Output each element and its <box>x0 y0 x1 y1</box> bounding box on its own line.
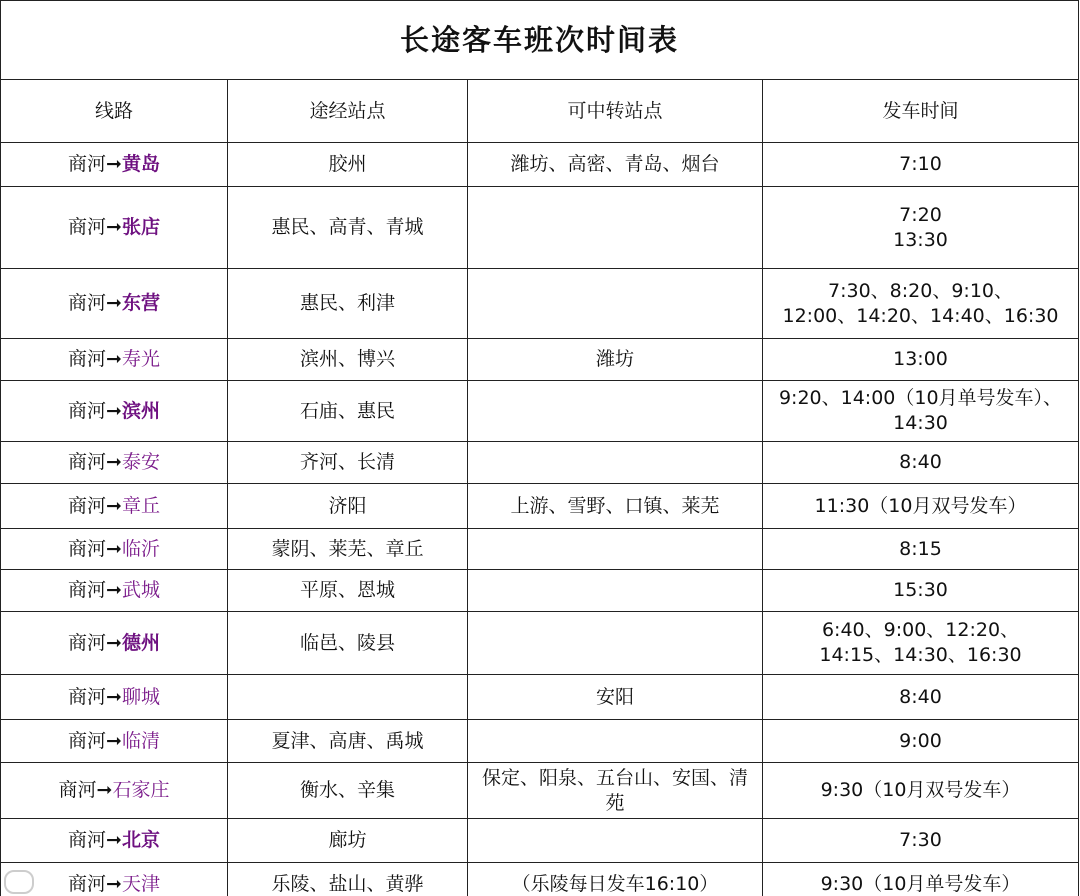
route-arrow-icon: ➞ <box>106 292 122 314</box>
departure-times-cell <box>763 529 1079 570</box>
route-destination: 张店 <box>121 216 160 238</box>
table-row <box>1 269 1079 339</box>
via-stations-cell: 石庙、惠民 <box>228 381 468 442</box>
route-cell <box>1 442 228 484</box>
table-row <box>1 612 1079 675</box>
table-row <box>1 763 1079 819</box>
transfer-stations-cell <box>468 819 763 863</box>
route-cell <box>1 675 228 720</box>
departure-times-cell <box>763 339 1079 381</box>
transfer-stations-cell: 保定、阳泉、五台山、安国、清苑 <box>468 763 763 819</box>
route-origin: 商河 <box>68 579 107 601</box>
route-cell <box>1 819 228 863</box>
table-row <box>1 442 1079 484</box>
departure-time-line: 13:00 <box>893 348 948 370</box>
route-destination: 德州 <box>121 631 160 654</box>
via-stations-cell: 惠民、高青、青城 <box>228 187 468 269</box>
route-arrow-icon: ➞ <box>106 216 122 238</box>
route-destination: 滨州 <box>121 399 160 422</box>
watermark <box>4 870 34 894</box>
transfer-stations-cell: （乐陵每日发车16:10） <box>468 863 763 896</box>
route-arrow-icon: ➞ <box>106 729 122 752</box>
route-origin: 商河 <box>68 399 107 422</box>
departure-time-line: 8:15 <box>899 537 942 560</box>
column-header-transfer: 可中转站点 <box>468 80 763 143</box>
route-cell <box>1 339 228 381</box>
departure-times-cell <box>763 570 1079 612</box>
route-cell <box>1 269 228 339</box>
route-destination: 章丘 <box>121 494 160 517</box>
via-stations-cell: 济阳 <box>228 484 468 529</box>
route-origin: 商河 <box>68 829 107 851</box>
route-destination: 石家庄 <box>112 779 170 801</box>
table-row <box>1 570 1079 612</box>
route-cell <box>1 720 228 763</box>
via-stations-cell: 滨州、博兴 <box>228 339 468 381</box>
route-arrow-icon: ➞ <box>106 873 122 895</box>
via-stations-cell <box>228 675 468 720</box>
route-destination: 黄岛 <box>121 153 160 175</box>
departure-time-line: 12:00、14:20、14:40、16:30 <box>782 304 1059 327</box>
table-row <box>1 339 1079 381</box>
departure-time-line: 7:30 <box>899 829 942 851</box>
departure-time-line: 14:15、14:30、16:30 <box>819 644 1022 666</box>
departure-time-line: 8:40 <box>899 685 942 708</box>
route-cell <box>1 612 228 675</box>
transfer-stations-cell <box>468 269 763 339</box>
transfer-stations-cell <box>468 612 763 675</box>
schedule-body <box>1 143 1079 896</box>
route-arrow-icon: ➞ <box>106 537 122 560</box>
via-stations-cell: 胶州 <box>228 143 468 187</box>
table-row <box>1 143 1079 187</box>
departure-times-cell <box>763 442 1079 484</box>
column-header-via: 途经站点 <box>228 80 468 143</box>
column-header-route: 线路 <box>1 80 228 143</box>
transfer-stations-cell: 潍坊 <box>468 339 763 381</box>
departure-times-cell <box>763 720 1079 763</box>
departure-times-cell <box>763 484 1079 529</box>
departure-time-line: 15:30 <box>893 579 948 601</box>
table-row <box>1 863 1079 896</box>
route-origin: 商河 <box>68 216 107 238</box>
route-destination: 临沂 <box>121 537 160 560</box>
transfer-stations-cell <box>468 570 763 612</box>
route-destination: 泰安 <box>121 451 160 473</box>
route-cell <box>1 381 228 442</box>
via-stations-cell: 临邑、陵县 <box>228 612 468 675</box>
route-arrow-icon: ➞ <box>96 779 113 801</box>
departure-times-cell <box>763 269 1079 339</box>
transfer-stations-cell <box>468 720 763 763</box>
route-cell <box>1 570 228 612</box>
route-cell <box>1 863 228 896</box>
departure-time-line: 11:30（10月双号发车） <box>814 494 1027 517</box>
route-origin: 商河 <box>68 348 107 370</box>
departure-times-cell <box>763 612 1079 675</box>
route-origin: 商河 <box>58 779 97 801</box>
route-destination: 武城 <box>121 579 160 601</box>
departure-time-line: 7:10 <box>899 153 942 175</box>
table-row <box>1 187 1079 269</box>
route-origin: 商河 <box>68 631 107 654</box>
departure-times-cell <box>763 763 1079 819</box>
via-stations-cell: 齐河、长清 <box>228 442 468 484</box>
route-cell <box>1 529 228 570</box>
watermark-logo-icon <box>4 870 34 894</box>
departure-times-cell <box>763 381 1079 442</box>
route-origin: 商河 <box>68 451 107 473</box>
table-row <box>1 484 1079 529</box>
route-destination: 北京 <box>121 829 160 851</box>
route-destination: 东营 <box>121 292 160 314</box>
via-stations-cell: 平原、恩城 <box>228 570 468 612</box>
transfer-stations-cell: 上游、雪野、口镇、莱芜 <box>468 484 763 529</box>
transfer-stations-cell <box>468 529 763 570</box>
header-row <box>1 80 1079 143</box>
transfer-stations-cell <box>468 187 763 269</box>
via-stations-cell: 蒙阴、莱芜、章丘 <box>228 529 468 570</box>
via-stations-cell: 廊坊 <box>228 819 468 863</box>
departure-times-cell <box>763 819 1079 863</box>
route-origin: 商河 <box>68 153 107 175</box>
route-arrow-icon: ➞ <box>106 451 122 473</box>
departure-time-line: 8:40 <box>899 451 942 473</box>
departure-time-line: 13:30 <box>893 228 948 251</box>
departure-time-line: 14:30 <box>893 412 948 434</box>
route-arrow-icon: ➞ <box>106 579 122 601</box>
via-stations-cell: 夏津、高唐、禹城 <box>228 720 468 763</box>
departure-time-line: 9:30（10月单号发车） <box>820 873 1021 895</box>
route-origin: 商河 <box>68 292 107 314</box>
route-origin: 商河 <box>68 537 107 560</box>
table-row <box>1 529 1079 570</box>
route-destination: 临清 <box>121 729 160 752</box>
route-destination: 聊城 <box>121 685 160 708</box>
route-destination: 天津 <box>121 873 160 895</box>
via-stations-cell: 乐陵、盐山、黄骅 <box>228 863 468 896</box>
route-origin: 商河 <box>68 729 107 752</box>
route-cell <box>1 484 228 529</box>
departure-time-line: 7:20 <box>899 203 942 226</box>
departure-times-cell <box>763 675 1079 720</box>
table-row <box>1 675 1079 720</box>
departure-time-line: 6:40、9:00、12:20、 <box>821 619 1020 641</box>
page-title: 长途客车班次时间表 <box>1 1 1079 80</box>
route-cell <box>1 143 228 187</box>
route-arrow-icon: ➞ <box>106 829 122 851</box>
table-row <box>1 381 1079 442</box>
route-origin: 商河 <box>68 685 107 708</box>
departure-times-cell <box>763 187 1079 269</box>
route-cell <box>1 187 228 269</box>
departure-time-line: 9:00 <box>899 729 942 752</box>
departure-times-cell <box>763 863 1079 896</box>
table-row <box>1 720 1079 763</box>
route-arrow-icon: ➞ <box>106 494 122 517</box>
route-origin: 商河 <box>68 873 107 895</box>
departure-time-line: 9:30（10月双号发车） <box>820 779 1021 801</box>
route-arrow-icon: ➞ <box>106 685 122 708</box>
route-arrow-icon: ➞ <box>106 153 122 175</box>
route-arrow-icon: ➞ <box>106 631 122 654</box>
transfer-stations-cell <box>468 442 763 484</box>
table-row <box>1 819 1079 863</box>
departure-time-line: 7:30、8:20、9:10、 <box>828 279 1013 302</box>
transfer-stations-cell: 安阳 <box>468 675 763 720</box>
transfer-stations-cell <box>468 381 763 442</box>
transfer-stations-cell: 潍坊、高密、青岛、烟台 <box>468 143 763 187</box>
route-destination: 寿光 <box>121 348 160 370</box>
route-origin: 商河 <box>68 494 107 517</box>
route-arrow-icon: ➞ <box>106 348 122 370</box>
departure-times-cell <box>763 143 1079 187</box>
column-header-departure: 发车时间 <box>763 80 1079 143</box>
route-cell <box>1 763 228 819</box>
route-arrow-icon: ➞ <box>106 399 122 422</box>
via-stations-cell: 惠民、利津 <box>228 269 468 339</box>
departure-time-line: 9:20、14:00（10月单号发车）、 <box>778 387 1063 409</box>
via-stations-cell: 衡水、辛集 <box>228 763 468 819</box>
